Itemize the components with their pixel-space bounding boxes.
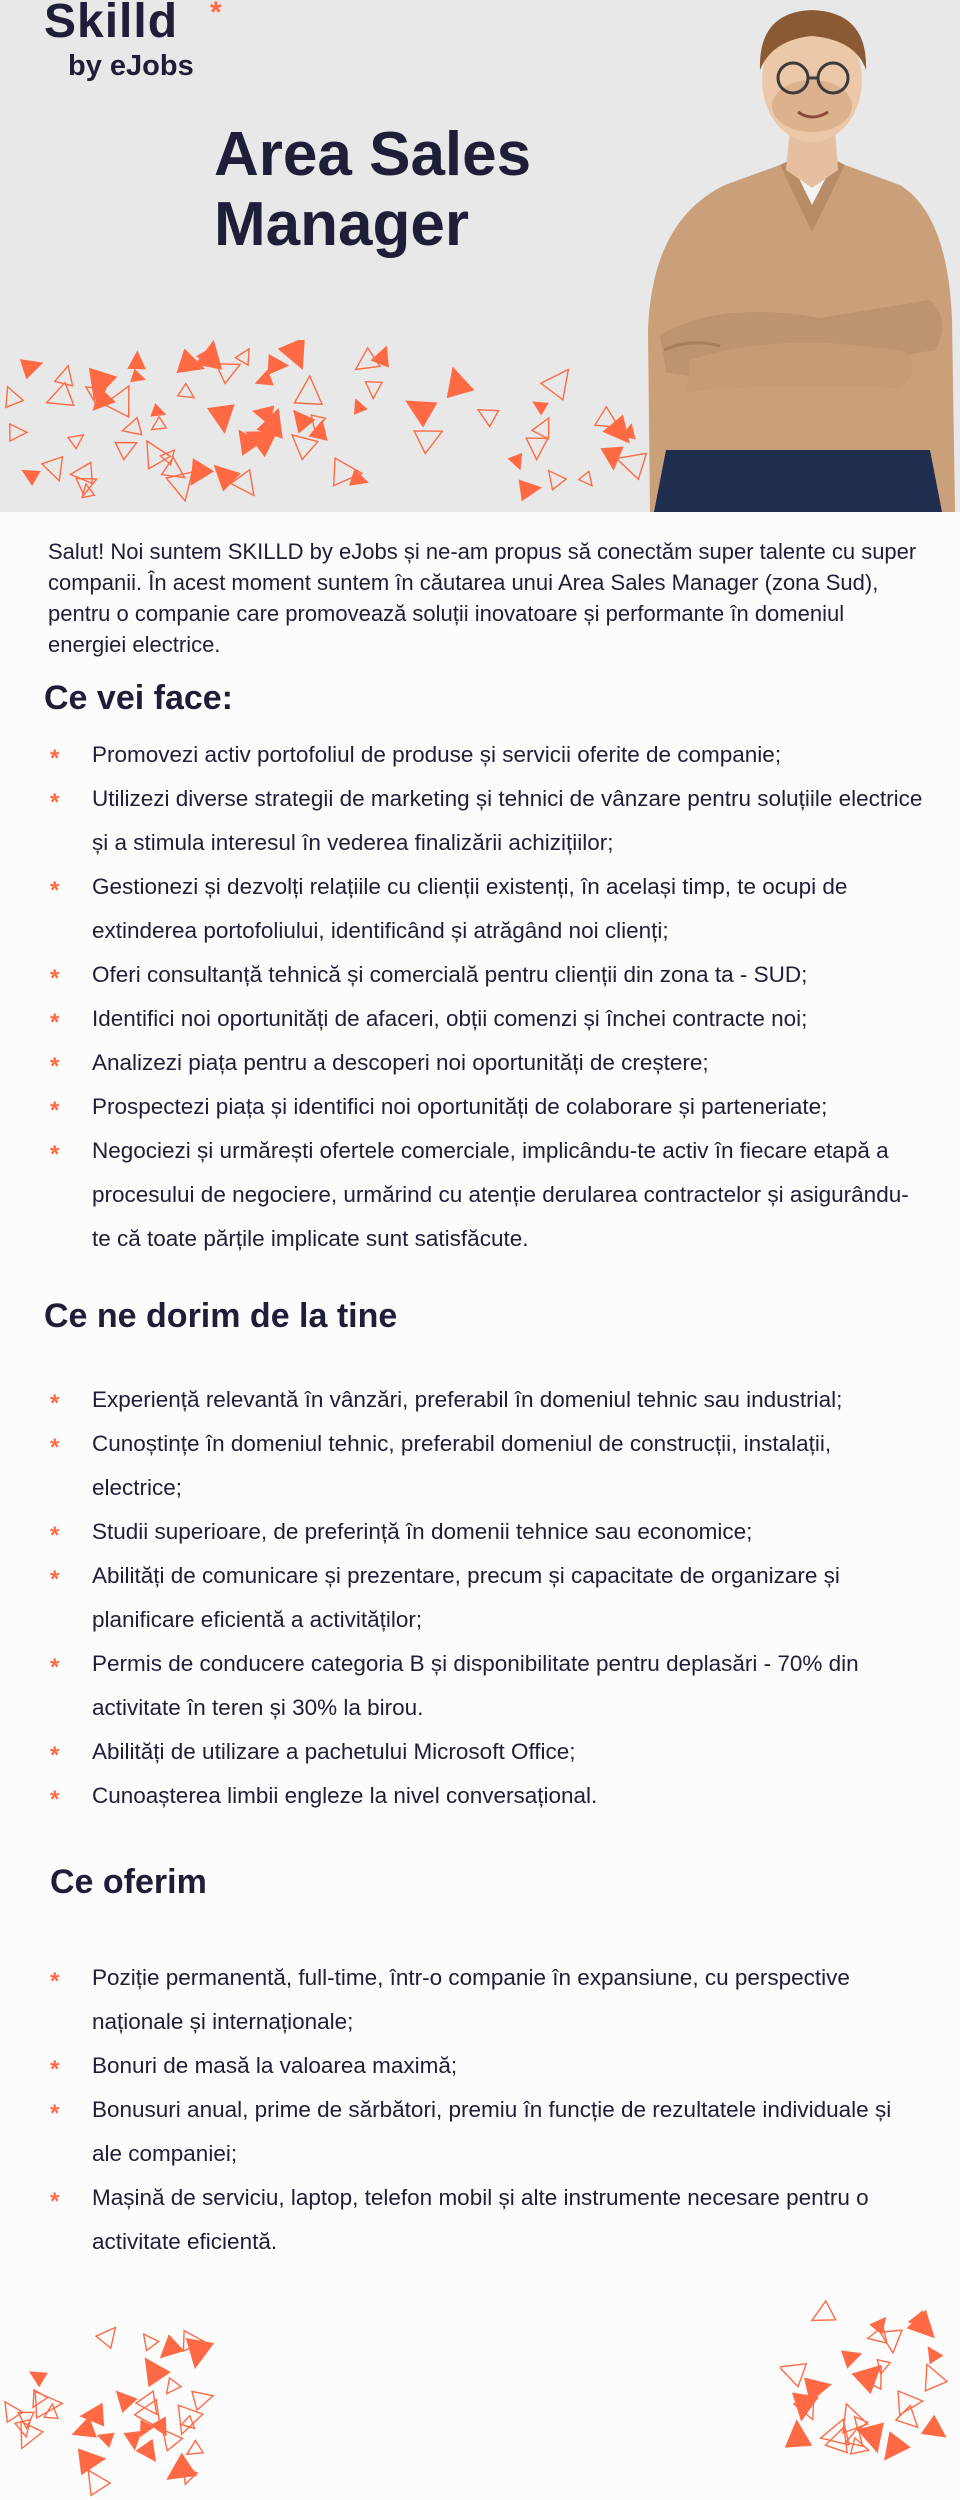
asterisk-bullet-icon: * — [50, 1742, 60, 1769]
triangle-decoration — [349, 348, 380, 379]
list-item — [44, 1554, 924, 1642]
triangle-decoration — [162, 457, 191, 486]
list-item — [44, 2088, 924, 2176]
triangle-decoration — [110, 2385, 136, 2411]
asterisk-bullet-icon: * — [50, 789, 60, 816]
list-item — [44, 1422, 924, 1510]
bottom-right-triangle-pattern — [780, 2290, 960, 2470]
triangle-decoration — [268, 355, 288, 375]
asterisk-bullet-icon: * — [50, 1141, 60, 1168]
triangle-decoration — [365, 382, 382, 399]
asterisk-bullet-icon: * — [50, 1053, 60, 1080]
list-item — [44, 1730, 924, 1774]
triangle-decoration — [42, 383, 74, 415]
list-item-text: Mașină de serviciu, laptop, telefon mobil și alte instrumente necesare pentru o activitate eficientă. — [92, 2185, 869, 2254]
triangle-decoration — [181, 2416, 198, 2433]
triangle-decoration — [780, 2355, 806, 2386]
list-item — [44, 865, 924, 953]
triangle-decoration — [350, 397, 366, 413]
triangle-decoration — [26, 2390, 47, 2411]
triangle-decoration — [10, 424, 27, 441]
asterisk-bullet-icon: * — [50, 1097, 60, 1124]
triangle-decoration — [208, 405, 237, 434]
triangle-decoration — [294, 375, 323, 404]
list-item-text: Abilități de utilizare a pachetului Microsoft Office; — [92, 1739, 576, 1764]
list-item-text: Promovezi activ portofoliul de produse și servicii oferite de companie; — [92, 742, 782, 767]
candidate-photo — [630, 0, 960, 512]
triangle-decoration — [96, 2429, 114, 2447]
triangle-decoration — [27, 2366, 47, 2386]
triangle-decoration — [178, 384, 198, 404]
asterisk-bullet-icon: * — [50, 1968, 60, 1995]
asterisk-bullet-icon: * — [50, 2100, 60, 2127]
list-item — [44, 733, 924, 777]
intro-paragraph: Salut! Noi suntem SKILLD by eJobs și ne-am propus să conectăm super talente cu super companii. În acest moment suntem în căutarea unui Area Sales Manager (zona Sud), pentru o companie care promovează soluții inovatoare și performante în domeniul energiei electrice. — [48, 539, 917, 657]
triangle-decoration — [923, 2344, 942, 2363]
list-item-text: Permis de conducere categoria B și disponibilitate pentru deplasări - 70% din activitate în teren și 30% la birou. — [92, 1651, 859, 1720]
list-item-text: Cunoștințe în domeniul tehnic, preferabil domeniul de construcții, instalații, electrice; — [92, 1431, 832, 1500]
list-item-text: Bonusuri anual, prime de sărbători, premiu în funcție de rezultatele individuale și ale companiei; — [92, 2097, 892, 2166]
triangle-decoration — [138, 2329, 159, 2350]
triangle-decoration — [834, 2399, 868, 2433]
asterisk-bullet-icon: * — [50, 965, 60, 992]
list-item — [44, 1378, 924, 1422]
list-item — [44, 2044, 924, 2088]
asterisk-bullet-icon: * — [50, 1522, 60, 1549]
triangle-decoration — [916, 2360, 947, 2391]
triangle-decoration — [279, 340, 315, 374]
triangle-decoration — [151, 2418, 172, 2439]
triangle-decoration — [0, 2397, 23, 2422]
triangle-decoration — [137, 2440, 163, 2466]
asterisk-bullet-icon: * — [50, 877, 60, 904]
brand-logo — [44, 0, 222, 82]
triangle-decoration — [825, 2423, 854, 2452]
triangle-decoration — [35, 2390, 63, 2418]
hero-triangle-pattern — [0, 340, 680, 512]
triangle-decoration — [161, 2378, 181, 2398]
triangle-decoration — [842, 2346, 864, 2368]
list-item-text: Cunoașterea limbii engleze la nivel conversațional. — [92, 1783, 598, 1808]
triangle-decoration — [871, 2313, 891, 2333]
triangle-decoration — [129, 352, 146, 369]
triangle-decoration — [115, 434, 141, 460]
bottom-left-triangle-pattern — [0, 2320, 240, 2500]
triangle-decoration — [76, 471, 100, 495]
list-item-text: Experiență relevantă în vânzări, preferabil în domeniul tehnic sau industrial; — [92, 1387, 843, 1412]
responsibilities-list — [44, 733, 924, 1261]
triangle-decoration — [154, 2336, 183, 2365]
list-item-text: Oferi consultanță tehnică și comercială pentru clienții din zona ta - SUD; — [92, 962, 808, 987]
triangle-decoration — [79, 2446, 107, 2474]
asterisk-bullet-icon: * — [50, 2188, 60, 2215]
asterisk-bullet-icon: * — [50, 1009, 60, 1036]
asterisk-bullet-icon: * — [50, 1786, 60, 1813]
brand-subtitle: by eJobs — [68, 50, 194, 82]
triangle-decoration — [183, 2440, 203, 2460]
section-title-responsibilities: Ce vei face: — [44, 679, 233, 717]
triangle-decoration — [192, 2386, 216, 2410]
list-item-text: Bonuri de masă la valoarea maximă; — [92, 2053, 458, 2078]
section-title-requirements: Ce ne dorim de la tine — [44, 1297, 398, 1335]
triangle-decoration — [579, 471, 597, 489]
triangle-decoration — [120, 418, 142, 440]
triangle-decoration — [400, 390, 436, 426]
triangle-decoration — [136, 2391, 165, 2420]
list-item — [44, 1642, 924, 1730]
triangle-decoration — [182, 2339, 213, 2370]
list-item — [44, 1774, 924, 1818]
asterisk-bullet-icon: * — [50, 2056, 60, 2083]
asterisk-bullet-icon: * — [50, 1434, 60, 1461]
triangle-decoration — [235, 345, 255, 365]
triangle-decoration — [602, 447, 624, 469]
triangle-decoration — [148, 417, 166, 435]
list-item-text: Identifici noi oportunități de afaceri, obții comenzi și închei contracte noi; — [92, 1006, 808, 1031]
list-item-text: Prospectezi piața și identifici noi oportunități de colaborare și parteneriate; — [92, 1094, 828, 1119]
triangle-decoration — [526, 438, 548, 460]
triangle-decoration — [19, 464, 40, 485]
requirements-list — [44, 1378, 924, 1818]
list-item — [44, 1085, 924, 1129]
list-item — [44, 2176, 924, 2264]
brand-name: Skilld — [44, 0, 179, 48]
list-item-text: Analizezi piața pentru a descoperi noi oportunități de creștere; — [92, 1050, 709, 1075]
triangle-decoration — [131, 370, 146, 385]
triangle-decoration — [160, 2454, 196, 2490]
triangle-decoration — [372, 344, 395, 367]
list-item — [44, 777, 924, 865]
list-item-text: Poziție permanentă, full-time, într-o companie în expansiune, cu perspective naționale și internaționale; — [92, 1965, 850, 2034]
triangle-decoration — [44, 2403, 59, 2418]
triangle-decoration — [520, 478, 542, 500]
list-item — [44, 1510, 924, 1554]
list-item — [44, 1129, 924, 1261]
list-item-text: Utilizezi diverse strategii de marketing și tehnici de vânzare pentru soluțiile electrice și a stimula interesul în vederea finalizării achizițiilor; — [92, 786, 923, 855]
triangle-decoration — [181, 459, 212, 490]
hero-banner — [0, 0, 960, 512]
triangle-decoration — [542, 465, 566, 489]
triangle-decoration — [532, 414, 557, 439]
triangle-decoration — [96, 2321, 123, 2348]
list-item-text: Studii superioare, de preferință în domenii tehnice sau economice; — [92, 1519, 753, 1544]
asterisk-bullet-icon: * — [50, 1390, 60, 1417]
triangle-decoration — [440, 364, 473, 397]
triangle-decoration — [474, 402, 499, 427]
list-item-text: Gestionezi și dezvolți relațiile cu clienții existenți, în același timp, te ocupi de extinderea portofoliului, identificând și atrăgând noi clienți; — [92, 874, 848, 943]
offer-list — [44, 1956, 924, 2264]
triangle-decoration — [858, 2423, 890, 2455]
triangle-decoration — [807, 2301, 836, 2330]
asterisk-bullet-icon: * — [50, 1654, 60, 1681]
asterisk-bullet-icon: * — [50, 1566, 60, 1593]
triangle-decoration — [70, 462, 93, 485]
triangle-decoration — [896, 2406, 925, 2435]
triangle-decoration — [898, 2389, 924, 2415]
triangle-decoration — [42, 457, 70, 485]
triangle-decoration — [136, 435, 170, 469]
triangle-decoration — [68, 429, 87, 448]
list-item — [44, 953, 924, 997]
triangle-decoration — [541, 361, 580, 400]
brand-star-icon: * — [210, 0, 222, 29]
triangle-decoration — [530, 397, 547, 414]
asterisk-bullet-icon: * — [50, 745, 60, 772]
section-title-offer: Ce oferim — [50, 1863, 207, 1901]
list-item-text: Negociezi și urmărești ofertele comerciale, implicându-te activ în fiecare etapă a procesului de negociere, urmărind cu atenție derularea contractelor și asigurându-te că toate părțile implicate sunt satisfăcute. — [92, 1138, 909, 1251]
list-item — [44, 997, 924, 1041]
triangle-decoration — [908, 2311, 943, 2346]
list-item-text: Abilități de comunicare și prezentare, precum și capacitate de organizare și planificare eficientă a activităților; — [92, 1563, 840, 1632]
triangle-decoration — [21, 354, 45, 378]
list-item — [44, 1956, 924, 2044]
triangle-decoration — [0, 383, 23, 407]
triangle-decoration — [922, 2416, 951, 2445]
triangle-decoration — [784, 2420, 811, 2447]
triangle-decoration — [286, 405, 314, 433]
job-title: Area Sales Manager — [214, 120, 532, 259]
list-item — [44, 1041, 924, 1085]
triangle-decoration — [55, 364, 77, 386]
triangle-decoration — [414, 420, 448, 454]
triangle-decoration — [509, 454, 526, 471]
